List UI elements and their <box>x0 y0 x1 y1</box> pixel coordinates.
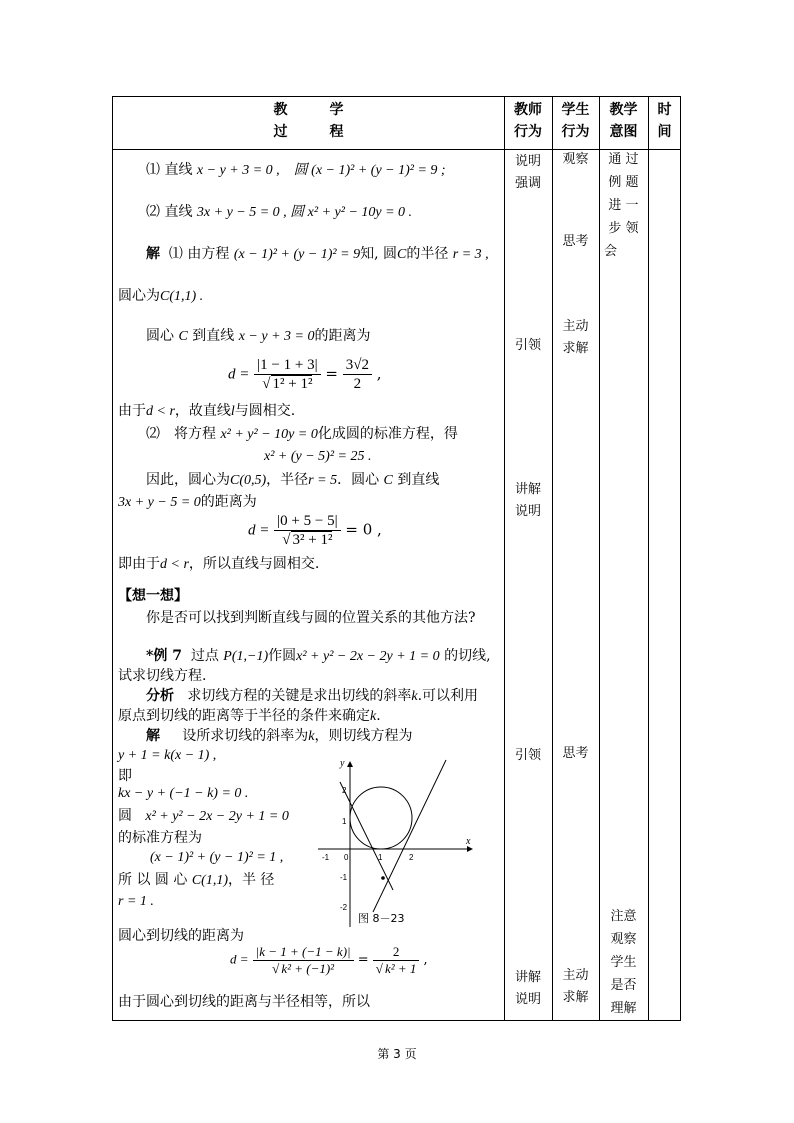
solution-7 <box>146 728 412 746</box>
header-intent <box>599 99 648 143</box>
analysis-a: 求切线方程的关键是求出切线的斜率 <box>187 688 412 704</box>
formula2-num: |0 + 5 − 5| <box>274 512 340 531</box>
intent-b-l2: 观察 <box>610 932 637 947</box>
problem-2 <box>146 204 412 222</box>
s7-c: C(1,1) <box>191 873 228 888</box>
solution-label: 解 <box>146 246 160 262</box>
student-c-l2: 求解 <box>562 341 589 356</box>
student-d: 思考 <box>562 746 589 761</box>
sol2-h: ．圆心 <box>337 472 380 488</box>
teacher-a-l1: 说明 <box>514 154 541 169</box>
concl2-a: 即由于 <box>118 556 160 572</box>
formula1-eq: = <box>325 364 338 383</box>
sol2-b: x² + y² − 10y = 0 <box>220 427 318 442</box>
analysis-k2: k <box>370 709 377 724</box>
header-time <box>648 99 681 143</box>
header-teacher <box>504 99 552 143</box>
s7-k: k <box>308 729 315 744</box>
student-c <box>552 316 599 360</box>
s7-ji: 即 <box>118 768 132 784</box>
sol1-d: C <box>396 247 407 262</box>
intent-a <box>599 148 648 263</box>
tick-x-2: 2 <box>409 853 414 862</box>
concl1-e: 与圆相交. <box>234 403 296 419</box>
s7-center <box>118 872 274 890</box>
formula2-den-wrap: √ 3² + 1² <box>282 532 333 548</box>
ex7-d: x² + y² − 2x − 2y + 1 = 0 <box>296 649 440 664</box>
teacher-c-l1: 讲解 <box>514 482 541 497</box>
formula3-lhs: d = <box>230 951 249 967</box>
tick-y-neg1: -1 <box>340 873 348 882</box>
formula1-den-wrap: √ 1² + 1² <box>262 376 313 392</box>
problem-2-num: ⑵ <box>146 204 160 220</box>
sol2-f: ，半径 <box>266 472 309 488</box>
ex7-c: 作圆 <box>268 648 297 664</box>
formula3-den: k² + (−1)² <box>281 960 335 976</box>
formula1-lhs: d = <box>228 366 250 383</box>
teacher-e-l2: 说明 <box>514 992 541 1007</box>
student-e-l2: 求解 <box>562 990 589 1005</box>
point-p <box>381 876 385 880</box>
teacher-d: 引领 <box>514 748 541 763</box>
formula1-den: 1² + 1² <box>272 376 313 392</box>
concl2-c: ，所以直线与圆相交. <box>188 556 320 572</box>
formula3-den-wrap: √ k² + (−1)² <box>272 960 335 976</box>
tick-x-1: 1 <box>378 853 383 862</box>
s7-eq3: x² + y² − 2x − 2y + 1 = 0 <box>145 809 289 824</box>
formula-3 <box>230 944 428 976</box>
sol2-i: C <box>383 473 393 488</box>
student-e <box>552 965 599 1009</box>
s7-r: ，半 径 <box>227 872 275 888</box>
dist1-e: 的距离为 <box>314 328 371 344</box>
center-1 <box>118 288 203 306</box>
ex7-a: 过点 <box>190 648 219 664</box>
problem-2-math: 3x + y − 5 = 0 , 圆 x² + y² − 10y = 0 . <box>196 205 413 220</box>
conclusion-1 <box>118 403 295 421</box>
intent-a-l5: 会 <box>604 244 618 259</box>
ex7-e: 的切线, <box>444 648 491 664</box>
formula2-tail: = 0 , <box>345 520 382 539</box>
header-process-line1: 教 学 <box>273 102 344 118</box>
col-divider <box>504 97 505 1020</box>
dist1-a: 圆心 <box>146 328 174 344</box>
analysis-k: k <box>411 689 418 704</box>
solution-1 <box>146 246 489 264</box>
center1-b: C(1,1) . <box>160 289 204 304</box>
s7-yuan: 圆 <box>118 808 132 824</box>
intent-b-l5: 理解 <box>610 1001 637 1016</box>
formula2-den: 3² + 1² <box>292 532 333 548</box>
tick-origin: 0 <box>344 853 349 862</box>
last-line: 由于圆心到切线的距离与半径相等，所以 <box>118 994 370 1010</box>
s7-eq: y + 1 = k(x − 1) , <box>118 748 217 763</box>
problem-1-math: x − y + 3 = 0 , 圆 (x − 1)² + (y − 1)² = 9 ; <box>196 163 446 178</box>
analysis-2 <box>118 708 381 726</box>
s7-a: 设所求切线的斜率为 <box>182 728 309 744</box>
tangent-line-1 <box>340 782 393 890</box>
formula3-eq: = <box>357 952 369 968</box>
header-teacher-l2: 行为 <box>514 124 542 140</box>
teacher-e-l1: 讲解 <box>514 970 541 985</box>
y-axis-label: y <box>340 758 345 769</box>
s7-r1: r = 1 . <box>118 894 154 909</box>
intent-a-l1: 通 过 <box>608 152 639 167</box>
teacher-b: 引领 <box>514 338 541 353</box>
dist-7: 圆心到切线的距离为 <box>118 928 244 944</box>
center1-a: 圆心为 <box>118 288 160 304</box>
ex7-label: *例 7 <box>146 648 182 664</box>
sol2-k: 3x + y − 5 = 0 <box>118 495 201 510</box>
formula3-tail: , <box>423 952 428 968</box>
problem-2-text: 直线 <box>164 204 193 220</box>
formula3-rden: k² + 1 <box>384 960 417 976</box>
s7-std: 的标准方程为 <box>118 830 202 846</box>
s7-eq2: kx − y + (−1 − k) = 0 . <box>118 786 249 801</box>
s7-circle <box>118 808 289 826</box>
sol1-c: 知, 圆 <box>360 246 397 262</box>
student-b: 思考 <box>562 234 589 249</box>
header-teacher-l1: 教师 <box>514 102 542 118</box>
intent-b-l1: 注意 <box>610 909 637 924</box>
formula-1 <box>228 356 382 393</box>
dist-1 <box>146 328 370 346</box>
student-c-l1: 主动 <box>562 319 589 334</box>
sol2-d: 因此，圆心为 <box>146 472 230 488</box>
solution-2-dist <box>118 494 257 512</box>
header-process-line2: 过 程 <box>273 124 344 140</box>
header-student <box>552 99 599 143</box>
formula3-frac <box>253 944 354 976</box>
dist1-c: 到直线 <box>192 328 235 344</box>
intent-a-l3: 进 一 <box>608 198 639 213</box>
formula2-lhs: d = <box>248 522 270 539</box>
tick-y-neg2: -2 <box>340 903 348 912</box>
concl2-b: d < r <box>160 557 189 572</box>
analysis <box>146 688 478 706</box>
header-time-l2: 间 <box>657 124 672 140</box>
concl1-a: 由于 <box>118 403 146 419</box>
solution-2 <box>146 426 458 444</box>
header-intent-l1: 教学 <box>609 102 638 118</box>
header-student-l1: 学生 <box>561 102 590 118</box>
intent-b-l3: 学生 <box>610 955 637 970</box>
ex7-f: 试求切线方程. <box>118 668 207 684</box>
header-intent-l2: 意图 <box>609 124 638 140</box>
sol1-a: ⑴ 由方程 <box>168 246 230 262</box>
page-footer: 第 3 页 <box>377 1047 417 1061</box>
sol2-j: 到直线 <box>397 472 440 488</box>
sol2-a: ⑵ 将方程 <box>146 426 216 442</box>
s7-so: 所 以 圆 心 <box>118 872 188 888</box>
intent-b-l4: 是否 <box>610 978 637 993</box>
teacher-a-l2: 强调 <box>514 176 541 191</box>
solution-2-center <box>146 472 439 490</box>
header-student-l2: 行为 <box>561 124 590 140</box>
formula-2 <box>248 512 382 549</box>
tick-y-2: 2 <box>342 786 347 795</box>
sol2-eq: x² + (y − 5)² = 25 . <box>264 449 372 464</box>
formula1-rnum: 3√2 <box>343 356 372 375</box>
student-e-l1: 主动 <box>562 968 589 983</box>
intent-a-l2: 例 题 <box>608 175 639 190</box>
think-text: 你是否可以找到判断直线与圆的位置关系的其他方法? <box>146 610 476 626</box>
teacher-c-l2: 说明 <box>514 504 541 519</box>
header-time-l1: 时 <box>657 102 672 118</box>
teacher-c <box>504 479 552 523</box>
sol1-b: (x − 1)² + (y − 1)² = 9 <box>233 247 361 262</box>
formula1-rden: 2 <box>353 376 362 392</box>
student-a: 观察 <box>562 152 589 167</box>
s7-label: 解 <box>146 728 160 744</box>
s7-eq4: (x − 1)² + (y − 1)² = 1 , <box>150 850 284 865</box>
analysis-label: 分析 <box>146 688 174 704</box>
think-title: 【想一想】 <box>118 588 188 604</box>
header-process <box>113 99 504 143</box>
intent-a-l4: 步 领 <box>608 221 639 236</box>
ex7-b: P(1,−1) <box>223 649 269 664</box>
concl1-b: d < r <box>146 404 175 419</box>
conclusion-2 <box>118 556 319 574</box>
teacher-a <box>504 151 552 195</box>
sol2-c: 化成圆的标准方程，得 <box>317 426 458 442</box>
tangent-line-2 <box>373 760 446 912</box>
sol1-f: r = 3 , <box>452 247 489 262</box>
analysis-d: . <box>376 708 381 724</box>
formula3-rden-wrap: √ k² + 1 <box>375 960 417 976</box>
sol2-l: 的距离为 <box>200 494 257 510</box>
x-axis-label: x <box>466 836 471 847</box>
dist1-b: C <box>178 329 188 344</box>
tick-x-neg1: -1 <box>322 853 330 862</box>
circle-c <box>350 787 412 849</box>
formula1-frac <box>254 356 320 393</box>
dist1-d: x − y + 3 = 0 <box>238 329 315 344</box>
formula3-rnum: 2 <box>373 944 420 961</box>
sol1-e: 的半径 <box>406 246 449 262</box>
formula3-rfrac <box>373 944 420 976</box>
formula1-num: |1 − 1 + 3| <box>254 356 320 375</box>
col-divider <box>648 97 649 1020</box>
formula3-num: |k − 1 + (−1 − k)| <box>253 944 354 961</box>
formula2-frac <box>274 512 340 549</box>
analysis-b: .可以利用 <box>417 688 479 704</box>
teacher-e <box>504 967 552 1011</box>
figure-tangent-lines <box>318 752 478 928</box>
analysis-c: 原点到切线的距离等于半径的条件来确定 <box>118 708 370 724</box>
formula1-tail: , <box>376 364 382 383</box>
sol2-g: r = 5 <box>308 473 338 488</box>
concl1-d: l <box>230 404 235 419</box>
s7-b: ，则切线方程为 <box>314 728 413 744</box>
problem-1-num: ⑴ <box>146 162 160 178</box>
figure-caption: 图 8－23 <box>358 912 405 925</box>
problem-1-text: 直线 <box>164 162 193 178</box>
example-7 <box>146 648 491 666</box>
intent-b <box>599 905 648 1020</box>
concl1-c: ，故直线 <box>174 403 231 419</box>
tick-y-1: 1 <box>342 817 347 826</box>
problem-1 <box>146 162 446 180</box>
formula1-rfrac <box>343 356 372 393</box>
sol2-e: C(0,5) <box>230 473 267 488</box>
